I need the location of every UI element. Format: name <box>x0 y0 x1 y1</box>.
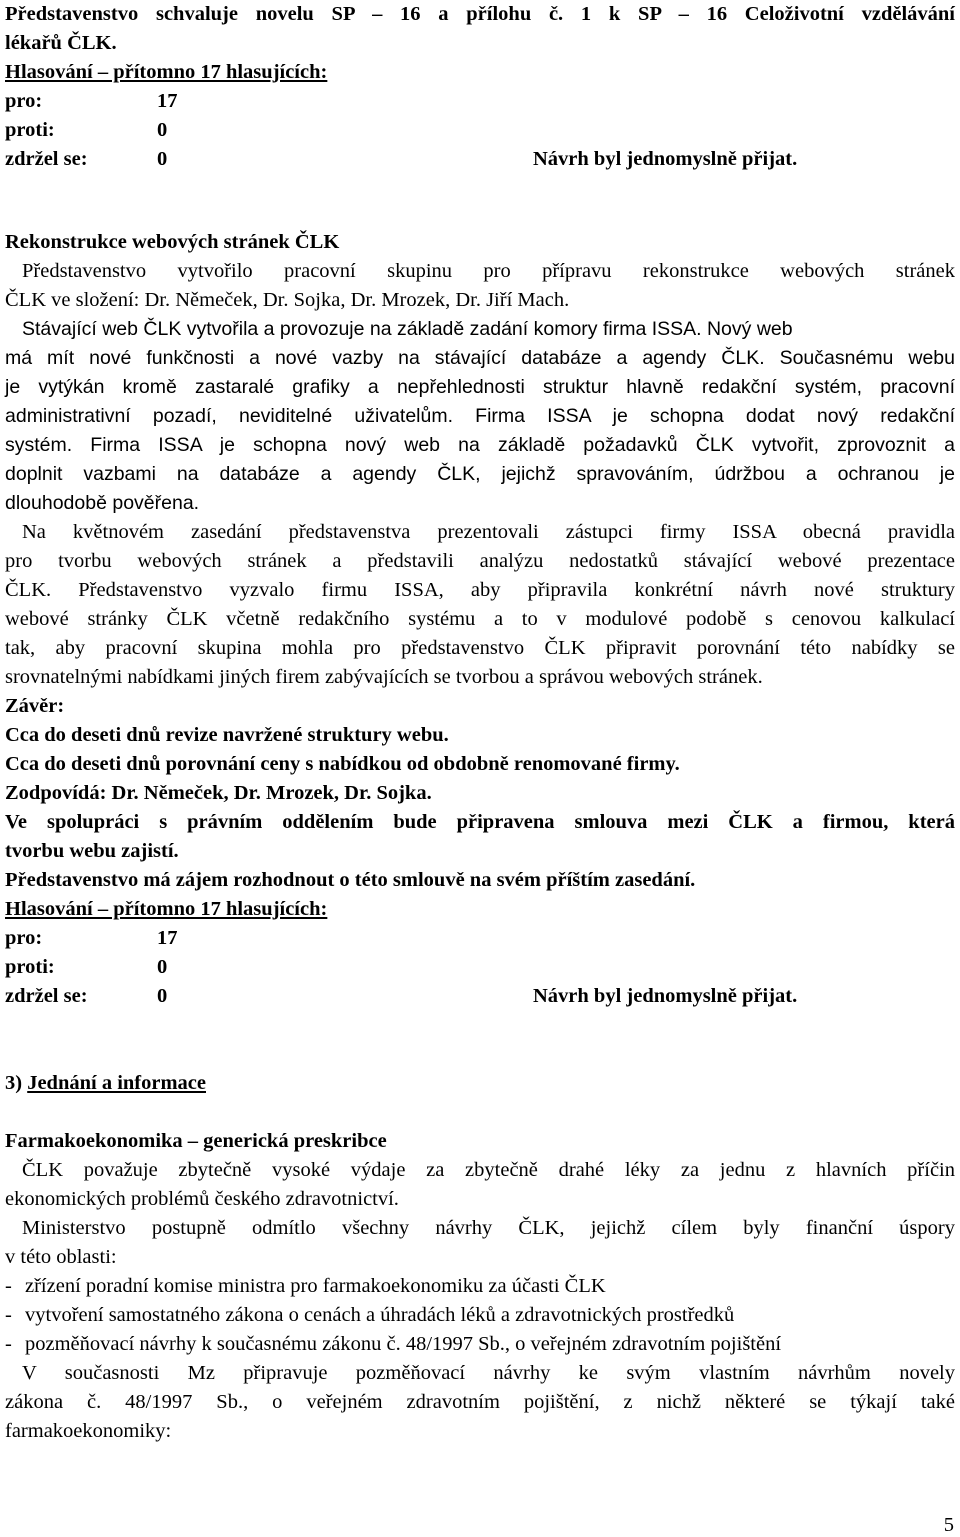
section-title: Jednání a informace <box>27 1072 206 1094</box>
web-text-line: srovnatelnými nabídkami jiných firem zabývajících se tvorbou a správou webových stránek. <box>5 666 763 688</box>
page-number: 5 <box>943 1514 954 1536</box>
vote-zdrzel-value: 0 <box>157 985 168 1007</box>
vote-result: Návrh byl jednomyslně přijat. <box>533 985 798 1007</box>
web-text-line: má mít nové funkčnosti a nové vazby na stávající databáze a agendy ČLK. Současnému webu <box>5 347 955 369</box>
section3-text-line: ČLK považuje zbytečně vysoké výdaje za zbytečně drahé léky za jednu z hlavních příčin <box>22 1159 955 1181</box>
section3-text-line: V současnosti Mz připravuje pozměňovací návrhy ke svým vlastním návrhům novely <box>22 1362 955 1384</box>
web-text-line: dlouhodobě pověřena. <box>5 492 200 514</box>
conclusion-label: Závěr: <box>5 695 65 717</box>
resolution-line-2: lékařů ČLK. <box>5 32 117 54</box>
web-section-heading: Rekonstrukce webových stránek ČLK <box>5 231 340 253</box>
vote-proti-label: proti: <box>5 956 55 978</box>
web-text-line: Stávající web ČLK vytvořila a provozuje na základě zadání komory firma ISSA. Nový web <box>22 318 793 340</box>
section3-text-line: ekonomických problémů českého zdravotnictví. <box>5 1188 399 1210</box>
list-item-text: vytvoření samostatného zákona o cenách a úhradách léků a zdravotnických prostředků <box>25 1304 735 1326</box>
section3-text-line: farmakoekonomiky: <box>5 1420 172 1442</box>
vote-proti-value: 0 <box>157 119 168 141</box>
list-item-text: pozměňovací návrhy k současnému zákonu č. 48/1997 Sb., o veřejném zdravotním pojištění <box>25 1333 782 1355</box>
bullet-mark: - <box>5 1304 12 1326</box>
vote-pro-value: 17 <box>157 90 178 112</box>
vote-title: Hlasování – přítomno 17 hlasujících: <box>5 61 328 83</box>
vote-zdrzel-value: 0 <box>157 148 168 170</box>
conclusion-line: Cca do deseti dnů revize navržené struktury webu. <box>5 724 449 746</box>
vote-zdrzel-label: zdržel se: <box>5 985 88 1007</box>
web-text-line: pro tvorbu webových stránek a představili analýzu nedostatků stávající webové prezentace <box>5 550 955 572</box>
vote-proti-value: 0 <box>157 956 168 978</box>
conclusion-line: Ve spolupráci s právním oddělením bude připravena smlouva mezi ČLK a firmou, která <box>5 811 955 833</box>
section3-text-line: zákona č. 48/1997 Sb., o veřejném zdravotním pojištění, z nichž některé se týkají také <box>5 1391 955 1413</box>
section-3-heading <box>5 1069 206 1098</box>
web-text-line: Představenstvo vytvořilo pracovní skupinu pro přípravu rekonstrukce webových stránek <box>22 260 955 282</box>
web-text-line: je vytýkán kromě zastaralé grafiky a nepřehlednosti struktur hlavně redakční systém, pracovní <box>5 376 955 398</box>
list-item-text: zřízení poradní komise ministra pro farmakoekonomiku za účasti ČLK <box>25 1275 606 1297</box>
conclusion-line: Zodpovídá: Dr. Němeček, Dr. Mrozek, Dr. Sojka. <box>5 782 432 804</box>
resolution-line-1: Představenstvo schvaluje novelu SP – 16 a přílohu č. 1 k SP – 16 Celoživotní vzdělávání <box>5 3 955 25</box>
section3-text-line: v této oblasti: <box>5 1246 117 1268</box>
web-text-line: systém. Firma ISSA je schopna nový web na základě požadavků ČLK vytvořit, zprovoznit a <box>5 434 955 456</box>
vote-proti-label: proti: <box>5 119 55 141</box>
section-number: 3) <box>5 1072 23 1094</box>
bullet-mark: - <box>5 1275 12 1297</box>
sub-heading: Farmakoekonomika – generická preskribce <box>5 1130 387 1152</box>
conclusion-line: tvorbu webu zajistí. <box>5 840 179 862</box>
vote-result: Návrh byl jednomyslně přijat. <box>533 148 798 170</box>
section3-text-line: Ministerstvo postupně odmítlo všechny návrhy ČLK, jejichž cílem byly finanční úspory <box>22 1217 955 1239</box>
vote-zdrzel-label: zdržel se: <box>5 148 88 170</box>
conclusion-line: Cca do deseti dnů porovnání ceny s nabídkou od obdobně renomované firmy. <box>5 753 680 775</box>
web-text-line: webové stránky ČLK včetně redakčního systému a to v modulové podobě s cenovou kalkulací <box>5 608 955 630</box>
web-text-line: administrativní pozadí, neviditelné uživatelům. Firma ISSA je schopna dodat nový redakční <box>5 405 955 427</box>
vote-title: Hlasování – přítomno 17 hlasujících: <box>5 898 328 920</box>
vote-pro-label: pro: <box>5 90 43 112</box>
web-text-line: tak, aby pracovní skupina mohla pro představenstvo ČLK připravit porovnání této nabídky se <box>5 637 955 659</box>
web-text-line: doplnit vazbami na databáze a agendy ČLK, jejichž spravováním, údržbou a ochranou je <box>5 463 955 485</box>
vote-pro-label: pro: <box>5 927 43 949</box>
bullet-mark: - <box>5 1333 12 1355</box>
vote-pro-value: 17 <box>157 927 178 949</box>
web-text-line: ČLK ve složení: Dr. Němeček, Dr. Sojka, Dr. Mrozek, Dr. Jiří Mach. <box>5 289 570 311</box>
web-text-line: Na květnovém zasedání představenstva prezentovali zástupci firmy ISSA obecná pravidla <box>22 521 955 543</box>
web-text-line: ČLK. Představenstvo vyzvalo firmu ISSA, aby připravila konkrétní návrh nové struktury <box>5 579 955 601</box>
conclusion-line: Představenstvo má zájem rozhodnout o této smlouvě na svém příštím zasedání. <box>5 869 696 891</box>
